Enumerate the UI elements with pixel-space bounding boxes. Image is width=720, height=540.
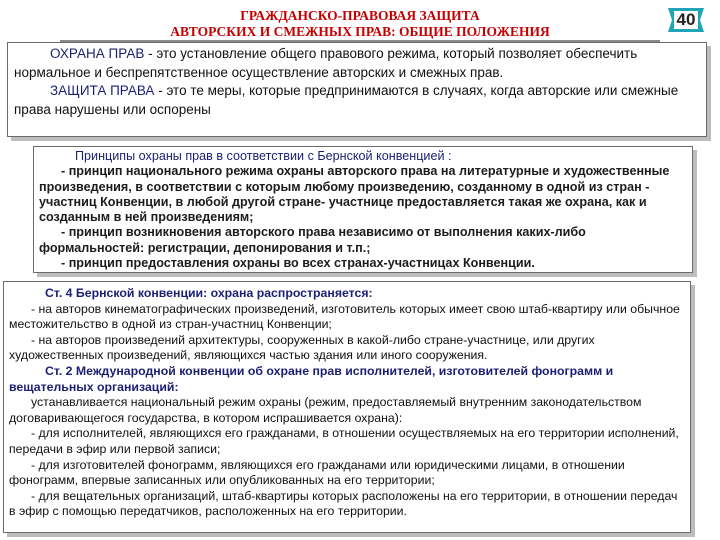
rome-heading [9, 364, 685, 395]
rome-item: - для исполнителей, являющихся его гражданами, в отношении осуществляемых на его территории исполнений, передачи в эфир или первой записи; [9, 426, 679, 456]
principles-box [33, 146, 693, 273]
principle-item: - принцип национального режима охраны авторского права на литературные и художественные произведения, в соответствии с которым любому произведению, созданному в одной из стран - участниц Конвенции, в любой другой стране- участнице предоставляется такая же охрана, как и созданным в ней произведениям; [39, 164, 670, 225]
rome-heading-text: Ст. 2 Международной конвенции об охране прав исполнителей, изготовителей фонограмм и вещательных организаций: [9, 363, 614, 394]
slide-number-badge [666, 5, 706, 35]
protection-term: ОХРАНА ПРАВ [50, 46, 145, 61]
defense-text: - это те меры, которые предпринимаются в случаях, когда авторские или смежные права нарушены или оспорены [14, 83, 679, 117]
definitions-box [7, 42, 707, 137]
principle-item: - принцип возникновения авторского права независимо от выполнения каких-либо формальностей: регистрации, депонирования и т.п.; [39, 225, 586, 255]
defense-term: ЗАЩИТА ПРАВА [50, 83, 155, 98]
principle-item: - принцип предоставления охраны во всех странах-участницах Конвенции. [61, 256, 535, 271]
berne-item: - на авторов произведений архитектуры, сооруженных в какой-либо стране-участнице, или других художественных произведений, являющихся частью здания или иного сооружения. [9, 332, 595, 363]
principles-lead: Принципы охраны прав в [75, 149, 224, 163]
principles-lead-rest: соответствии с Бернской конвенцией : [223, 149, 452, 163]
page-title [90, 8, 630, 40]
berne-heading-text: Ст. 4 Бернской конвенции: охрана распространяется: [45, 286, 373, 300]
principles-heading [39, 149, 687, 164]
slide-number: 40 [676, 10, 696, 29]
berne-item: - на авторов кинематографических произведений, изготовитель которых имеет свою штаб-квартиру или обычное местожительство в одной из стран-участниц Конвенции; [9, 301, 680, 332]
rome-intro: устанавливается национальный режим охраны (режим, предоставляемый внутренним законодательством договаривающегося государства, в котором испрашивается охрана): [9, 395, 642, 425]
title-line-2: АВТОРСКИХ И СМЕЖНЫХ ПРАВ: ОБЩИЕ ПОЛОЖЕНИЯ [170, 24, 550, 39]
rome-item: - для вещательных организаций, штаб-квартиры которых расположены на его территории, в отношении передач в эфир с помощью передатчиков, расположенных на его территории. [9, 488, 678, 519]
title-line-1: ГРАЖДАНСКО-ПРАВОВАЯ ЗАЩИТА [240, 8, 480, 23]
rome-item: - для изготовителей фонограмм, являющихся его гражданами или юридическими лицами, в отношении фонограмм, впервые записанных или опубликованных на его территории; [9, 457, 625, 488]
defense-definition [14, 82, 700, 119]
protection-text: - это установление общего правового режима, который позволяет обеспечить нормальное и беспрепятственное осуществление авторских и смежных прав. [14, 46, 638, 80]
articles-box [3, 281, 691, 533]
berne-heading [9, 286, 685, 302]
protection-definition [14, 45, 700, 82]
